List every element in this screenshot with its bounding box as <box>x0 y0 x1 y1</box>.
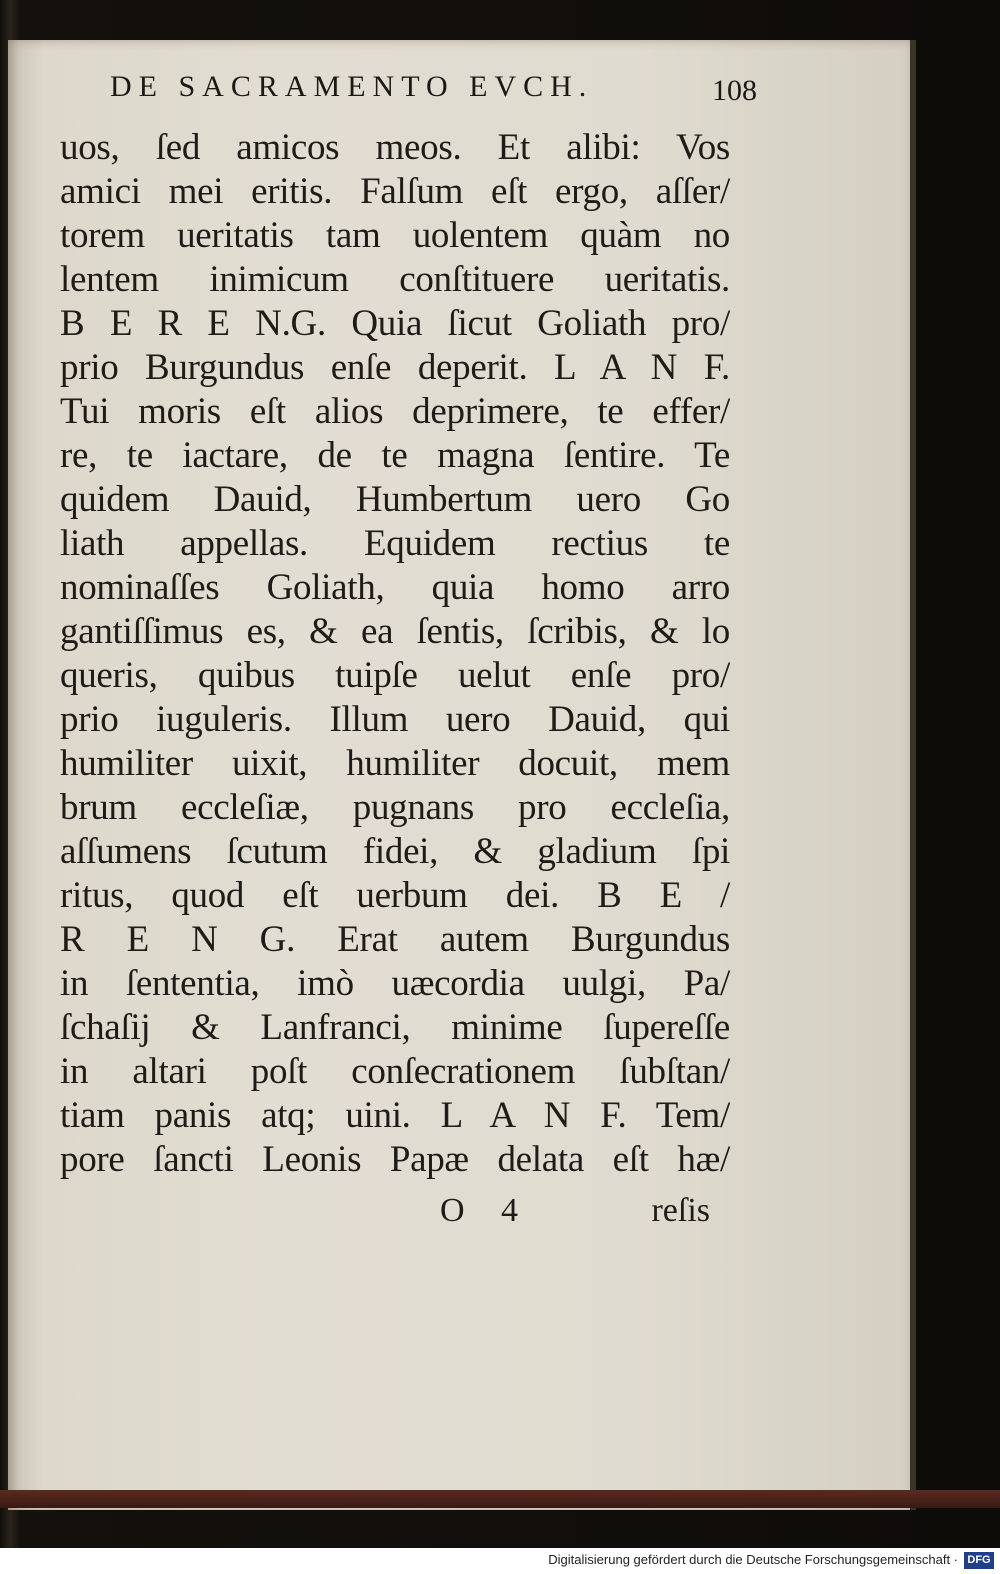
signature-mark: O 4 <box>440 1192 533 1229</box>
text-line: brum eccleſiæ, pugnans pro eccleſia, <box>60 787 730 828</box>
dfg-logo-icon: DFG <box>964 1552 994 1569</box>
text-line: re, te iactare, de te magna ſentire. Te <box>60 435 730 476</box>
text-line: amici mei eritis. Falſum eſt ergo, aſſer/ <box>60 171 730 212</box>
text-line: queris, quibus tuipſe uelut enſe pro/ <box>60 655 730 696</box>
running-head: DE SACRAMENTO EVCH. <box>110 70 594 103</box>
page-edge <box>0 1490 1000 1508</box>
body-text <box>60 126 730 1182</box>
text-line: lentem inimicum conſtituere ueritatis. <box>60 259 730 300</box>
funding-credit: Digitalisierung gefördert durch die Deutsche Forschungsgemeinschaft · <box>548 1552 958 1567</box>
text-line: aſſumens ſcutum fidei, & gladium ſpi <box>60 831 730 872</box>
text-line: humiliter uixit, humiliter docuit, mem <box>60 743 730 784</box>
page-number: 108 <box>712 74 757 107</box>
text-line: B E R E N.G. Quia ſicut Goliath pro/ <box>60 303 730 344</box>
text-line: in altari poſt conſecrationem ſubſtan/ <box>60 1051 730 1092</box>
text-line: tiam panis atq; uini. L A N F. Tem/ <box>60 1095 730 1136</box>
text-line: R E N G. Erat autem Burgundus <box>60 919 730 960</box>
text-line: quidem Dauid, Humbertum uero Go <box>60 479 730 520</box>
text-line: torem ueritatis tam uolentem quàm no <box>60 215 730 256</box>
catchword: reſis <box>651 1192 710 1229</box>
text-line: gantiſſimus es, & ea ſentis, ſcribis, & lo <box>60 611 730 652</box>
text-line: prio Burgundus enſe deperit. L A N F. <box>60 347 730 388</box>
text-line: Tui moris eſt alios deprimere, te effer/ <box>60 391 730 432</box>
text-line: nominaſſes Goliath, quia homo arro <box>60 567 730 608</box>
text-line: liath appellas. Equidem rectius te <box>60 523 730 564</box>
catchline <box>440 1192 710 1232</box>
text-line: in ſententia, imò uæcordia uulgi, Pa/ <box>60 963 730 1004</box>
text-line: pore ſancti Leonis Papæ delata eſt hæ/ <box>60 1139 730 1180</box>
text-line: ritus, quod eſt uerbum dei. B E / <box>60 875 730 916</box>
text-line: prio iuguleris. Illum uero Dauid, qui <box>60 699 730 740</box>
text-line: ſchaſij & Lanfranci, minime ſupereſſe <box>60 1007 730 1048</box>
footer-bar <box>0 1548 1000 1574</box>
text-line: uos, ſed amicos meos. Et alibi: Vos <box>60 127 730 168</box>
